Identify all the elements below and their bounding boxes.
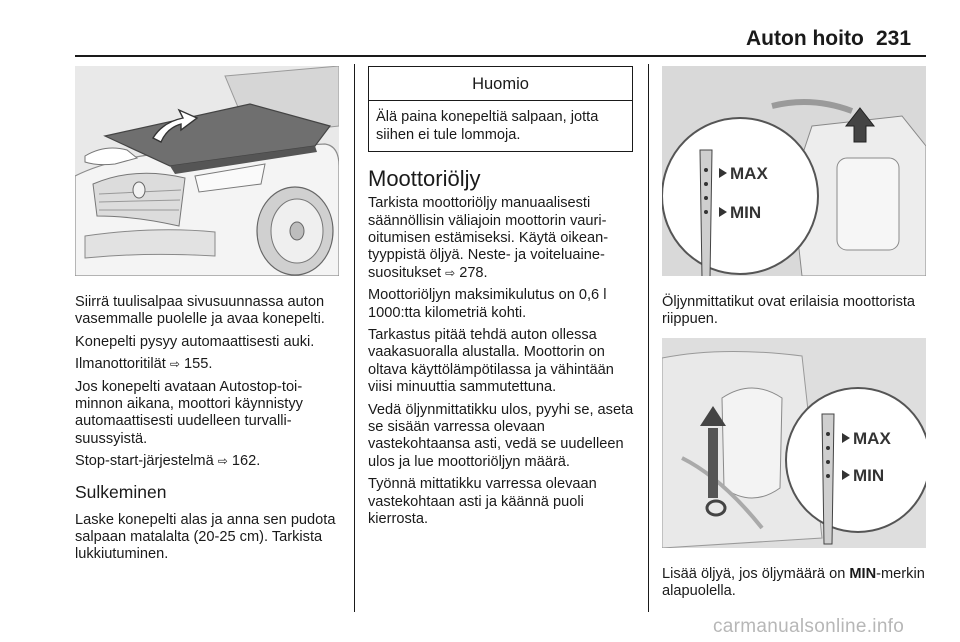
caption-dipstick-variants: Öljynmittatikut ovat erilaisia moottorista riippuen.	[662, 294, 916, 328]
paragraph: Työnnä mittatikku varressa olevaan vastekohtaan asti ja käännä puoli kierrosta.	[368, 476, 597, 528]
figure-dipstick-engine-1	[662, 66, 926, 276]
notice-box	[368, 66, 633, 152]
paragraph: Vedä öljynmittatikku ulos, pyyhi se, aseta se sisään varressa olevaan vastekohtaansa asti, vedä se uudelleen ulos ja lue moottoriöljyn määrä.	[368, 401, 634, 470]
paragraph: Siirrä tuulisalpaa sivusuunnassa auton vasemmalle puolelle ja avaa konepelti.	[75, 294, 325, 328]
paragraph-air-intake-ref	[75, 356, 343, 373]
paragraph: Jos konepelti avataan Autostop-toiminnon aikana, moottori käynnistyy automaattisesti uudelleen turvallisuussyistä.	[75, 378, 303, 447]
ref-text: Ilmanottoritilät	[75, 356, 166, 373]
paragraph-text: Tarkista moottoriöljy manuaalisesti säännöllisin väliajoin moottorin vaurioitumisen estämiseksi. Käytä oikeantyyppistä öljyä. Neste- ja voiteluainesuositukset	[368, 195, 609, 281]
page-ref-icon: ⇨	[445, 265, 456, 280]
heading-engine-oil: Moottoriöljy	[368, 166, 481, 192]
header-rule	[75, 55, 926, 57]
page-ref-icon: ⇨	[169, 357, 180, 372]
page-header	[0, 0, 960, 58]
heading-closing: Sulkeminen	[75, 481, 167, 502]
left-column-text	[75, 294, 343, 569]
watermark: carmanualsonline.info	[713, 616, 905, 637]
notice-body: Älä paina konepeltiä salpaan, jotta siihen ei tule lommoja.	[376, 109, 599, 143]
paragraph-oil-ref	[368, 195, 636, 282]
column-divider-left	[354, 64, 355, 612]
ref-page[interactable]: 278.	[459, 264, 488, 281]
ref-text: Stop-start-järjestelmä	[75, 453, 214, 470]
caption-text-end: -merkin alapuolella.	[662, 566, 925, 600]
middle-column-text	[368, 66, 636, 534]
dipstick-min-label: MIN	[730, 203, 762, 222]
paragraph: Konepelti pysyy automaattisesti auki.	[75, 333, 315, 350]
notice-title: Huomio	[369, 67, 632, 101]
ref-page[interactable]: 155.	[184, 356, 213, 373]
paragraph: Laske konepelti alas ja anna sen pudota salpaan matalalta (20-25 cm). Tarkista lukkiutuminen.	[75, 511, 336, 563]
column-divider-right	[648, 64, 649, 612]
paragraph: Tarkastus pitää tehdä auton ollessa vaakasuoralla alustalla. Moottorin on oltava käyttölämpötilassa ja vähintään viisi minuuttia sammutettuna.	[368, 327, 614, 396]
dipstick-min-label: MIN	[853, 466, 885, 485]
page-ref-icon: ⇨	[217, 454, 228, 469]
caption-add-oil	[662, 566, 928, 601]
figure-dipstick-engine-2	[662, 338, 926, 548]
figure-bonnet-opening	[75, 66, 339, 276]
paragraph-stop-start-ref	[75, 453, 343, 470]
section-title: Auton hoito	[746, 27, 864, 50]
caption-min-bold: MIN	[849, 566, 877, 582]
caption-text: Lisää öljyä, jos öljymäärä on	[662, 566, 846, 582]
page-number: 231	[876, 27, 912, 50]
dipstick-max-label: MAX	[730, 164, 768, 183]
paragraph: Moottoriöljyn maksimikulutus on 0,6 l 1000:tta kilometriä kohti.	[368, 287, 607, 321]
ref-page[interactable]: 162.	[231, 453, 261, 470]
dipstick-max-label: MAX	[853, 429, 891, 448]
